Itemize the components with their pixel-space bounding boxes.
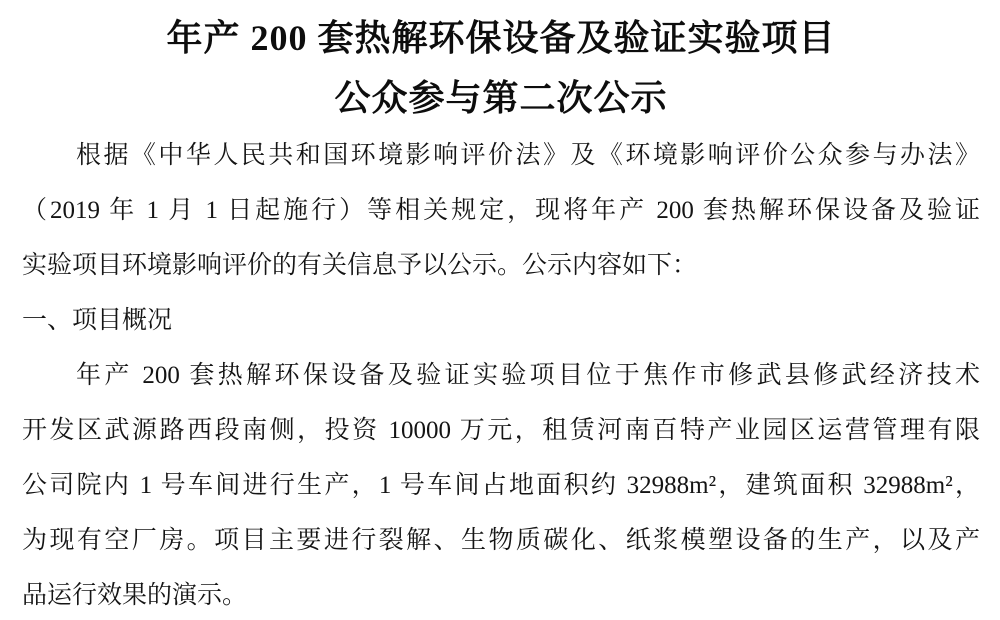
- paragraph2-line-4: 为现有空厂房。项目主要进行裂解、生物质碳化、纸浆模塑设备的生产，以及产: [22, 527, 980, 554]
- section1-heading: 一、项目概况: [22, 307, 173, 334]
- document-title-line-1: 年产 200 套热解环保设备及验证实验项目: [166, 18, 836, 58]
- paragraph1-line-2: （2019 年 1 月 1 日起施行）等相关规定，现将年产 200 套热解环保设备及验证: [22, 197, 980, 224]
- paragraph2-line-3: 公司院内 1 号车间进行生产，1 号车间占地面积约 32988m²，建筑面积 32988m²，: [22, 472, 980, 499]
- paragraph1-line-3: 实验项目环境影响评价的有关信息予以公示。公示内容如下：: [22, 252, 698, 279]
- document-title-line-2: 公众参与第二次公示: [334, 78, 668, 118]
- paragraph2-line-5: 品运行效果的演示。: [22, 582, 248, 609]
- paragraph2-line-1: 年产 200 套热解环保设备及验证实验项目位于焦作市修武县修武经济技术: [76, 362, 980, 389]
- paragraph1-line-1: 根据《中华人民共和国环境影响评价法》及《环境影响评价公众参与办法》: [76, 142, 980, 169]
- paragraph2-line-2: 开发区武源路西段南侧，投资 10000 万元，租赁河南百特产业园区运营管理有限: [22, 417, 980, 444]
